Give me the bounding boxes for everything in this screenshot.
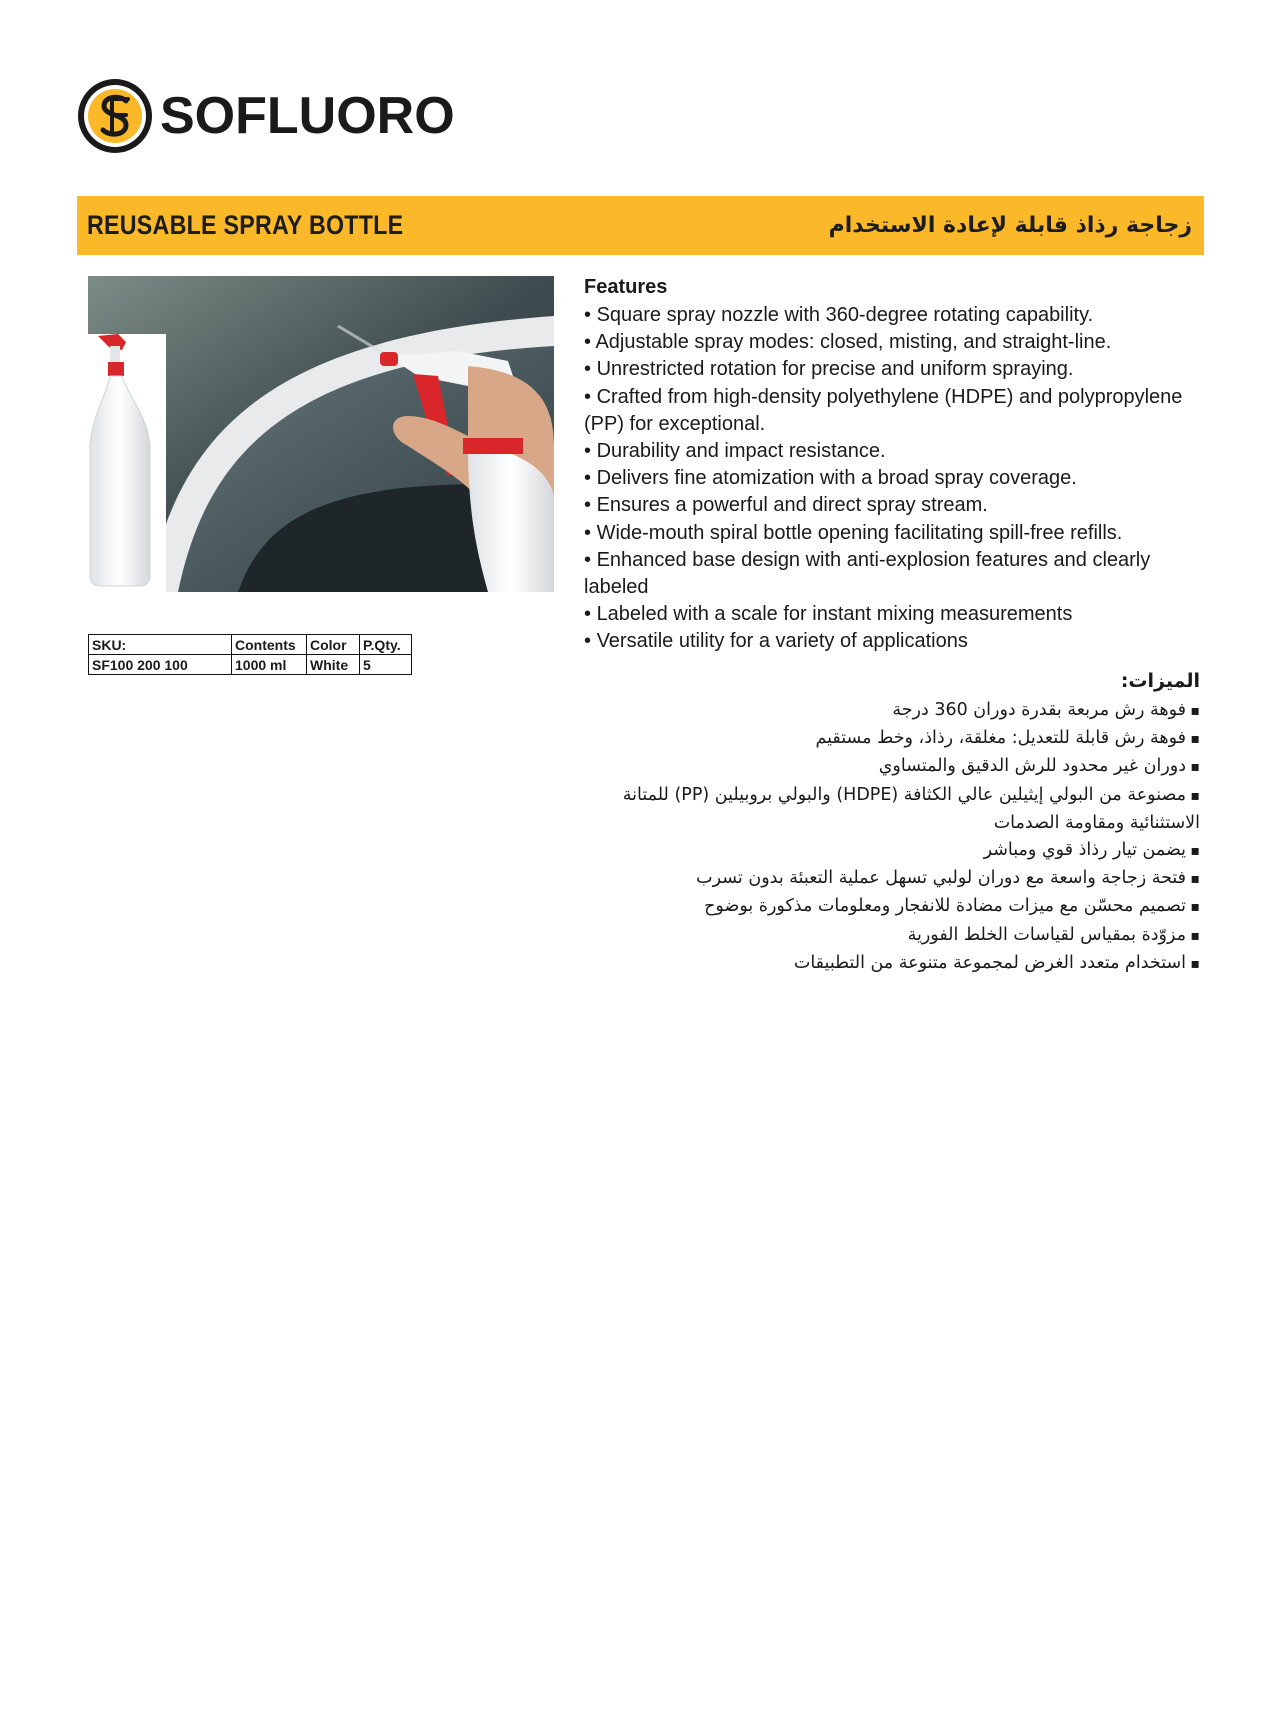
product-title-ar: زجاجة رذاذ قابلة لإعادة الاستخدام — [828, 213, 1192, 238]
list-item: • Wide-mouth spiral bottle opening facilitating spill-free refills. — [584, 520, 1204, 547]
list-item: • Delivers fine atomization with a broad spray coverage. — [584, 465, 1204, 492]
sofluoro-logo-icon — [76, 77, 154, 155]
list-item: ▪ فوهة رش قابلة للتعديل: مغلقة، رذاذ، وخط مستقيم — [584, 725, 1200, 753]
list-item: ▪ فوهة رش مربعة بقدرة دوران 360 درجة — [584, 697, 1200, 725]
title-banner — [77, 196, 1204, 255]
list-item: • Durability and impact resistance. — [584, 438, 1204, 465]
header-pqty: P.Qty. — [360, 635, 412, 655]
table-header-row — [89, 635, 412, 655]
header-color: Color — [307, 635, 360, 655]
list-item: • Unrestricted rotation for precise and uniform spraying. — [584, 356, 1204, 383]
list-item: • Crafted from high-density polyethylene (HDPE) and polypropylene (PP) for exceptional. — [584, 384, 1204, 438]
header-sku: SKU: — [89, 635, 232, 655]
features-ar-title: الميزات: — [1120, 670, 1200, 692]
header-contents: Contents — [232, 635, 307, 655]
features-en — [584, 274, 1204, 656]
brand-logo — [76, 76, 455, 156]
list-item: • Versatile utility for a variety of applications — [584, 628, 1204, 655]
list-item: • Enhanced base design with anti-explosion features and clearly labeled — [584, 547, 1204, 601]
list-item: ▪ مزوّدة بمقياس لقياسات الخلط الفورية — [584, 922, 1200, 950]
table-row — [89, 655, 412, 675]
cell-sku: SF100 200 100 — [89, 655, 232, 675]
product-spec-table — [88, 634, 412, 675]
list-item: • Labeled with a scale for instant mixing measurements — [584, 601, 1204, 628]
cell-contents: 1000 ml — [232, 655, 307, 675]
list-item: • Adjustable spray modes: closed, misting, and straight-line. — [584, 329, 1204, 356]
list-item: • Ensures a powerful and direct spray stream. — [584, 492, 1204, 519]
features-ar — [584, 668, 1200, 978]
list-item: ▪ دوران غير محدود للرش الدقيق والمتساوي — [584, 753, 1200, 781]
cell-pqty: 5 — [360, 655, 412, 675]
list-item: ▪ مصنوعة من البولي إيثيلين عالي الكثافة (HDPE) والبولي بروبيلين (PP) للمتانة الاستثنائية ومقاومة الصدمات — [584, 782, 1200, 837]
cell-color: White — [307, 655, 360, 675]
features-en-title: Features — [584, 276, 668, 298]
list-item: ▪ فتحة زجاجة واسعة مع دوران لولبي تسهل عملية التعبئة بدون تسرب — [584, 865, 1200, 893]
list-item: ▪ استخدام متعدد الغرض لمجموعة متنوعة من التطبيقات — [584, 950, 1200, 978]
product-title-en: REUSABLE SPRAY BOTTLE — [87, 210, 404, 240]
features-en-list — [584, 302, 1204, 656]
list-item: ▪ يضمن تيار رذاذ قوي ومباشر — [584, 837, 1200, 865]
features-ar-list — [584, 697, 1200, 978]
brand-name: SOFLUORO — [160, 87, 455, 145]
spray-bottle-photo — [88, 276, 554, 592]
list-item: ▪ تصميم محسّن مع ميزات مضادة للانفجار ومعلومات مذكورة بوضوح — [584, 893, 1200, 921]
list-item: • Square spray nozzle with 360-degree rotating capability. — [584, 302, 1204, 329]
